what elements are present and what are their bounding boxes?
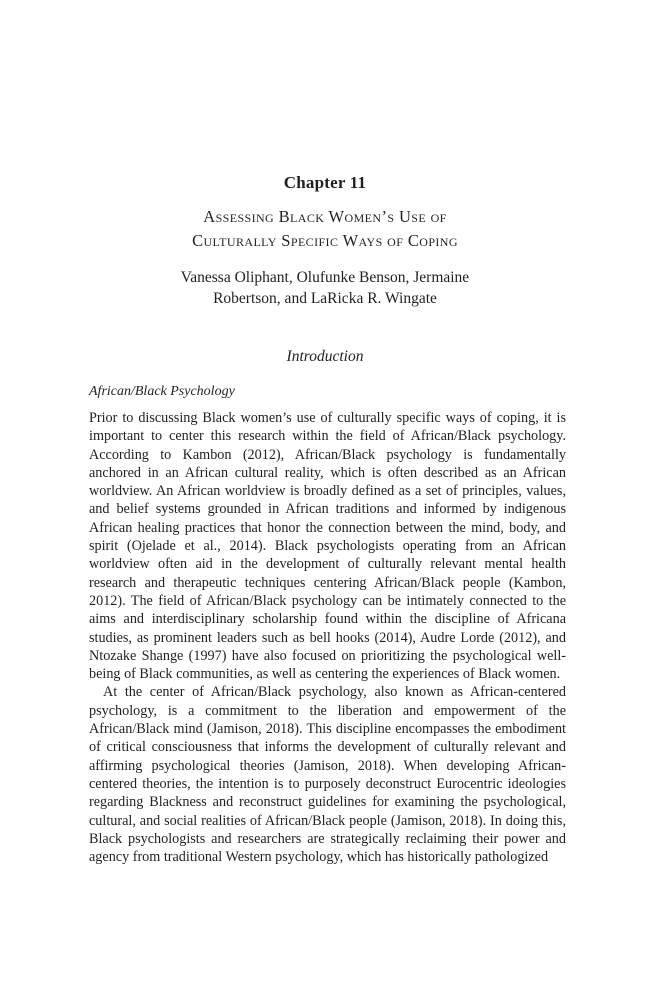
chapter-title	[0, 205, 650, 253]
chapter-number: Chapter 11	[283, 173, 367, 192]
body-text	[89, 409, 566, 866]
chapter-authors	[0, 267, 650, 309]
paragraph-2: At the center of African/Black psychology, also known as African-centered psychology, is a commitment to the liberation and empowerment of the African/Black mind (Jamison, 2018). This discipline encompasses the embodiment of critical consciousness that informs the development of culturally relevant and affirming psychological theories (Jamison, 2018). When developing African-centered theories, the intention is to purposely deconstruct Eurocentric ideologies regarding Blackness and reconstruct guidelines for examining the psychological, cultural, and social realities of African/Black people (Jamison, 2018). In doing this, Black psychologists and researchers are strategically reclaiming their power and agency from traditional Western psychology, which has historically pathologized	[89, 684, 566, 866]
authors-line-2: Robertson, and LaRicka R. Wingate	[213, 290, 437, 307]
paragraph-1: Prior to discussing Black women’s use of culturally specific ways of coping, it is important to center this research within the field of African/Black psychology. According to Kambon (2012), African/Black psychology is fundamentally anchored in an African cultural reality, which is often described as an African worldview. An African worldview is broadly defined as a set of principles, values, and belief systems grounded in African traditions and informed by indigenous African healing practices that honor the connection between the mind, body, and spirit (Ojelade et al., 2014). Black psychologists operating from an African worldview often aid in the development of culturally relevant mental health research and therapeutic techniques centering African/Black people (Kambon, 2012). The field of African/Black psychology can be intimately connected to the aims and interdisciplinary scholarship found within the discipline of Africana studies, as prominent leaders such as bell hooks (2014), Audre Lorde (2012), and Ntozake Shange (1997) have also focused on prioritizing the psychological well-being of Black communities, as well as centering the experiences of Black women.	[89, 410, 566, 683]
chapter-title-line-1: Assessing Black Women’s Use of	[203, 207, 447, 226]
authors-line-1: Vanessa Oliphant, Olufunke Benson, Jermaine	[180, 269, 470, 286]
subsection-heading: African/Black Psychology	[89, 384, 235, 399]
section-heading: Introduction	[286, 348, 364, 365]
chapter-title-line-2: Culturally Specific Ways of Coping	[192, 231, 458, 250]
